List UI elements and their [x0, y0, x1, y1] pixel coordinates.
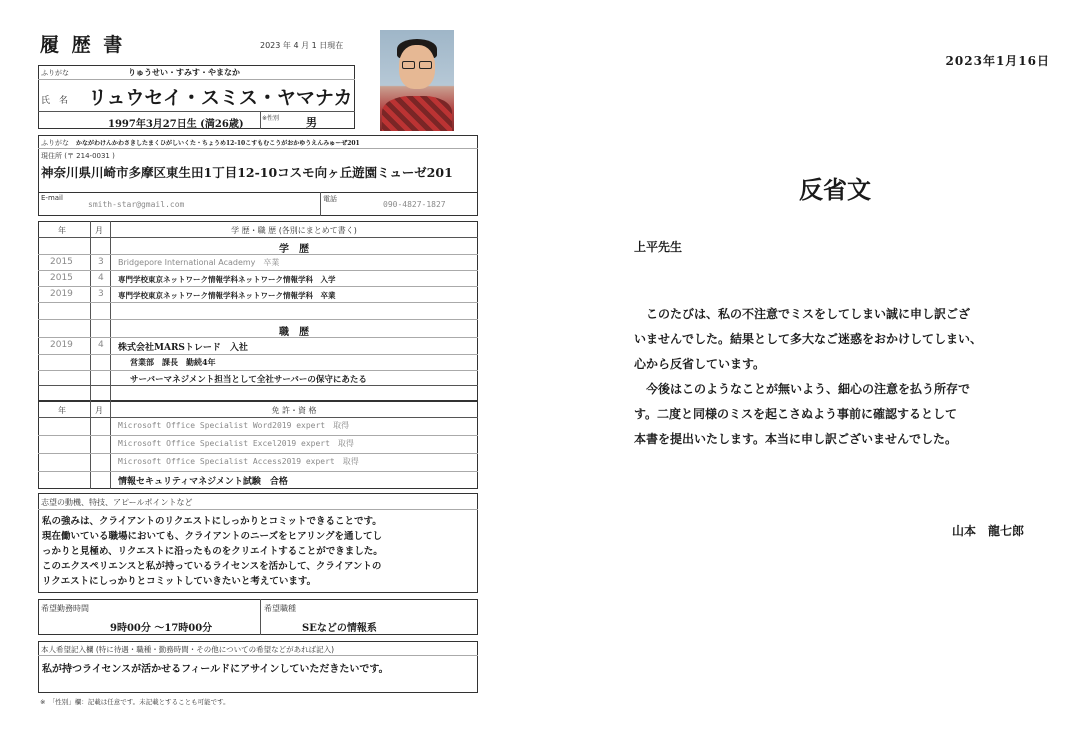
row-year: 2015: [50, 257, 73, 267]
name-value: リュウセイ・スミス・ヤマナカ: [88, 87, 353, 109]
letter-line: いませんでした。結果として多大なご迷惑をおかけしてしまい、: [634, 332, 983, 346]
resume-sheet: [38, 28, 478, 708]
apology-letter: [620, 40, 1050, 600]
license-row: Microsoft Office Specialist Word2019 expert 取得: [118, 421, 350, 430]
photo-glasses-left: [402, 61, 415, 69]
history-year-divider: [90, 221, 91, 401]
row-content: 専門学校東京ネットワーク情報学科ネットワーク情報学科 入学: [118, 275, 336, 284]
applicant-photo: [380, 30, 454, 131]
row-content: 株式会社MARSトレード 入社: [118, 343, 248, 353]
history-row-line: [38, 319, 478, 320]
hours-value: 9時00分 ～17時00分: [110, 623, 213, 634]
furigana-label: ふりがな: [41, 69, 69, 77]
row-content: サーバーマネジメント担当として全社サーバーの保守にあたる: [130, 375, 367, 385]
license-row: 情報セキュリティマネジメント試験 合格: [118, 477, 288, 487]
request-label: 本人希望記入欄 (特に待遇・職種・勤務時間・その他についての希望などがあれば記入): [41, 645, 335, 654]
name-label: 氏 名: [41, 96, 69, 106]
letter-recipient: 上平先生: [634, 240, 683, 254]
gender-value: 男: [306, 116, 317, 129]
history-row-line: [38, 370, 478, 371]
row-month: 3: [98, 289, 104, 299]
preferences-divider: [260, 599, 261, 635]
phone-value: 090-4827-1827: [383, 200, 446, 209]
letter-title: 反省文: [799, 175, 871, 204]
row-month: 3: [98, 257, 104, 267]
history-month-header: 月: [95, 226, 103, 235]
email-value: smith-star@gmail.com: [88, 200, 185, 209]
name-furigana-divider: [38, 79, 355, 80]
letter-line: 心から反省しています。: [634, 357, 766, 371]
job-label: 希望職種: [264, 604, 296, 613]
row-year: 2015: [50, 273, 73, 283]
letter-line: す。二度と同様のミスを起こさぬよう事前に確認するとして: [634, 407, 958, 421]
preferences-box: [38, 599, 478, 635]
row-month: 4: [98, 273, 104, 283]
address-furigana-label: ふりがな: [41, 139, 69, 147]
history-header-divider: [38, 237, 478, 238]
letter-signature: 山本 龍七郎: [951, 524, 1024, 538]
motivation-line: 現在働いている職場においても、クライアントのニーズをヒアリングを通してし: [42, 531, 383, 542]
license-year-divider: [90, 401, 91, 489]
gender-label: ※性別: [262, 115, 280, 122]
motivation-line: このエクスペリエンスと私が持っているライセンスを活かして、クライアントの: [42, 561, 382, 572]
row-month: 4: [98, 340, 104, 350]
letter-date: 2023年1月16日: [945, 54, 1050, 68]
row-year: 2019: [50, 340, 73, 350]
furigana-value: りゅうせい・すみす・やまなか: [128, 67, 240, 77]
history-row-line: [38, 270, 478, 271]
motivation-line: リクエストにしっかりとコミットしていきたいと考えています。: [42, 576, 317, 587]
license-row-line: [38, 435, 478, 436]
photo-shirt: [382, 96, 452, 131]
letter-body: [634, 302, 1039, 452]
work-heading: 職 歴: [279, 327, 309, 338]
letter-line: 今後はこのようなことが無いよう、細心の注意を払う所存で: [634, 382, 971, 396]
job-value: SEなどの情報系: [302, 623, 377, 634]
license-header-divider: [38, 417, 478, 418]
contact-divider: [320, 192, 321, 216]
license-row: Microsoft Office Specialist Excel2019 expert 取得: [118, 439, 354, 448]
license-row-line: [38, 453, 478, 454]
row-year: 2019: [50, 289, 73, 299]
history-row-line: [38, 354, 478, 355]
history-row-line: [38, 337, 478, 338]
birth-date: 1997年3月27日生 (満26歳): [108, 119, 244, 130]
history-content-header: 学 歴・職 歴 (各別にまとめて書く): [231, 226, 357, 235]
letter-line: このたびは、私の不注意でミスをしてしまい誠に申し訳ござ: [634, 307, 971, 321]
motivation-divider: [38, 509, 478, 510]
history-row-line: [38, 254, 478, 255]
license-top-divider: [38, 385, 478, 386]
motivation-line: っかりと見極め、リクエストに沿ったものをクリエイトすることができました。: [42, 546, 383, 557]
resume-date: 2023 年 4 月 1 日現在: [260, 41, 344, 50]
license-year-header: 年: [58, 406, 66, 415]
history-row-line: [38, 302, 478, 303]
history-year-header: 年: [58, 226, 66, 235]
license-content-header: 免 許・資 格: [271, 406, 317, 415]
gender-divider: [260, 111, 261, 129]
address-furigana-divider: [38, 148, 478, 149]
history-row-line: [38, 286, 478, 287]
motivation-line: 私の強みは、クライアントのリクエストにしっかりとコミットできることです。: [42, 516, 382, 527]
hours-label: 希望勤務時間: [41, 604, 89, 613]
address-label: 現住所 (〒 214-0031 ): [41, 152, 115, 160]
license-month-header: 月: [95, 406, 103, 415]
request-value: 私が持つライセンスが活かせるフィールドにアサインしていただきたいです。: [42, 664, 389, 675]
row-content: Bridgepore International Academy 卒業: [118, 258, 280, 267]
education-heading: 学 歴: [279, 244, 309, 255]
name-birth-divider: [38, 111, 355, 112]
license-row: Microsoft Office Specialist Access2019 expert 取得: [118, 457, 359, 466]
motivation-label: 志望の動機、特技、アピールポイントなど: [41, 498, 193, 507]
resume-title: 履 歴 書: [40, 34, 126, 56]
photo-glasses-right: [419, 61, 432, 69]
row-content: 営業部 課長 勤続4年: [130, 357, 216, 367]
request-divider: [38, 655, 478, 656]
address-furigana-value: かながわけんかわさきしたまくひがしいくた・ちょうめ12-10こすもむこうがおかゆうえんみゅーぜ201: [76, 140, 360, 147]
row-content: 専門学校東京ネットワーク情報学科ネットワーク情報学科 卒業: [118, 291, 336, 300]
email-label: E-mail: [41, 194, 63, 202]
license-row-line: [38, 471, 478, 472]
phone-label: 電話: [323, 195, 337, 203]
address-value: 神奈川県川崎市多摩区東生田1丁目12-10コスモ向ヶ丘遊園ミューゼ201: [41, 165, 453, 180]
footnote: ※ 「性別」欄：記載は任意です。未記載とすることも可能です。: [40, 698, 230, 706]
letter-line: 本書を提出いたします。本当に申し訳ございませんでした。: [634, 432, 958, 446]
